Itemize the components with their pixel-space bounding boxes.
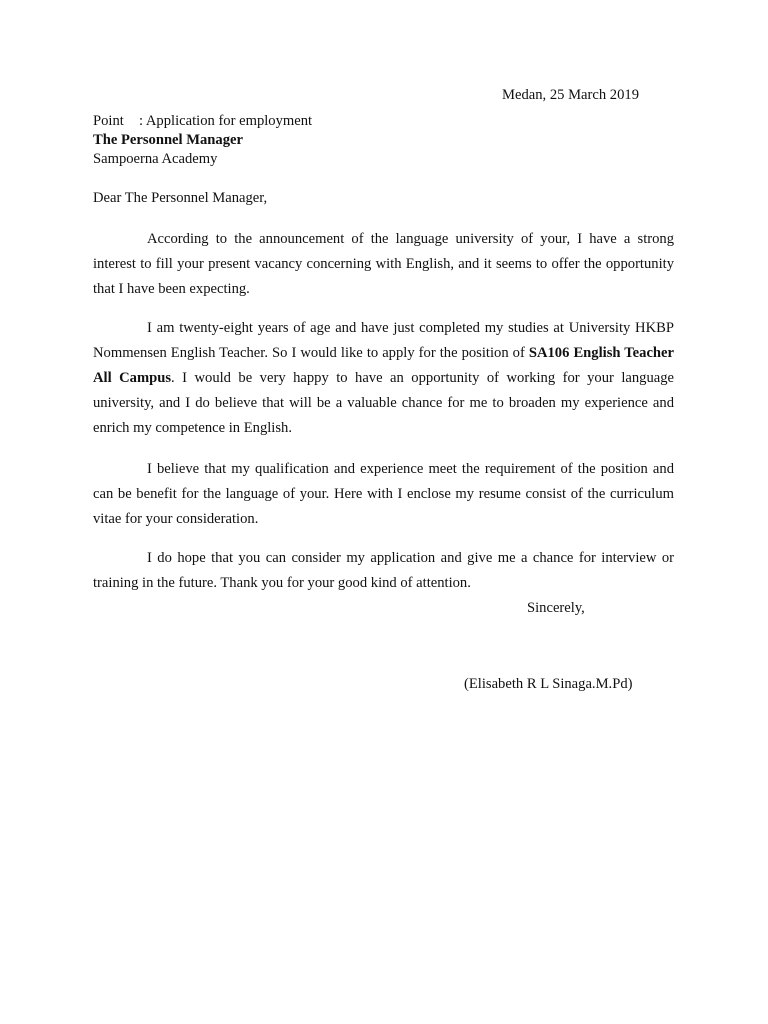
recipient-organization: Sampoerna Academy: [93, 151, 218, 167]
paragraph-2-text-a: I am twenty-eight years of age and have just completed my studies at University HKBP Nommensen English Teacher. So I would like to apply for the position of: [93, 320, 674, 361]
position-title: SA106 English Teacher All Campus: [93, 345, 674, 386]
body-paragraph-2: [93, 316, 674, 441]
body-paragraph-4: I do hope that you can consider my application and give me a chance for interview or training in the future. Thank you for your good kind of attention.: [93, 550, 674, 591]
signature-name: (Elisabeth R L Sinaga.M.Pd): [464, 676, 633, 692]
letter-header: [93, 112, 312, 169]
closing: Sincerely,: [527, 600, 585, 616]
subject-line: [93, 112, 312, 131]
paragraph-2-text-b: . I would be very happy to have an opportunity of working for your language university, and I do believe that will be a valuable chance for me to broaden my experience and enrich my competence in English.: [93, 370, 674, 436]
salutation: Dear The Personnel Manager,: [93, 190, 268, 206]
subject-label: Point: [93, 113, 124, 129]
body-paragraph-1: According to the announcement of the language university of your, I have a strong interest to fill your present vacancy concerning with English, and it seems to offer the opportunity that I have been expecting.: [93, 231, 674, 297]
recipient-title: The Personnel Manager: [93, 132, 243, 148]
subject-value: : Application for employment: [139, 113, 313, 129]
letter-date: Medan, 25 March 2019: [502, 87, 639, 103]
body-paragraph-3: I believe that my qualification and experience meet the requirement of the position and can be benefit for the language of your. Here with I enclose my resume consist of the curriculum vitae for your consideration.: [93, 461, 674, 527]
